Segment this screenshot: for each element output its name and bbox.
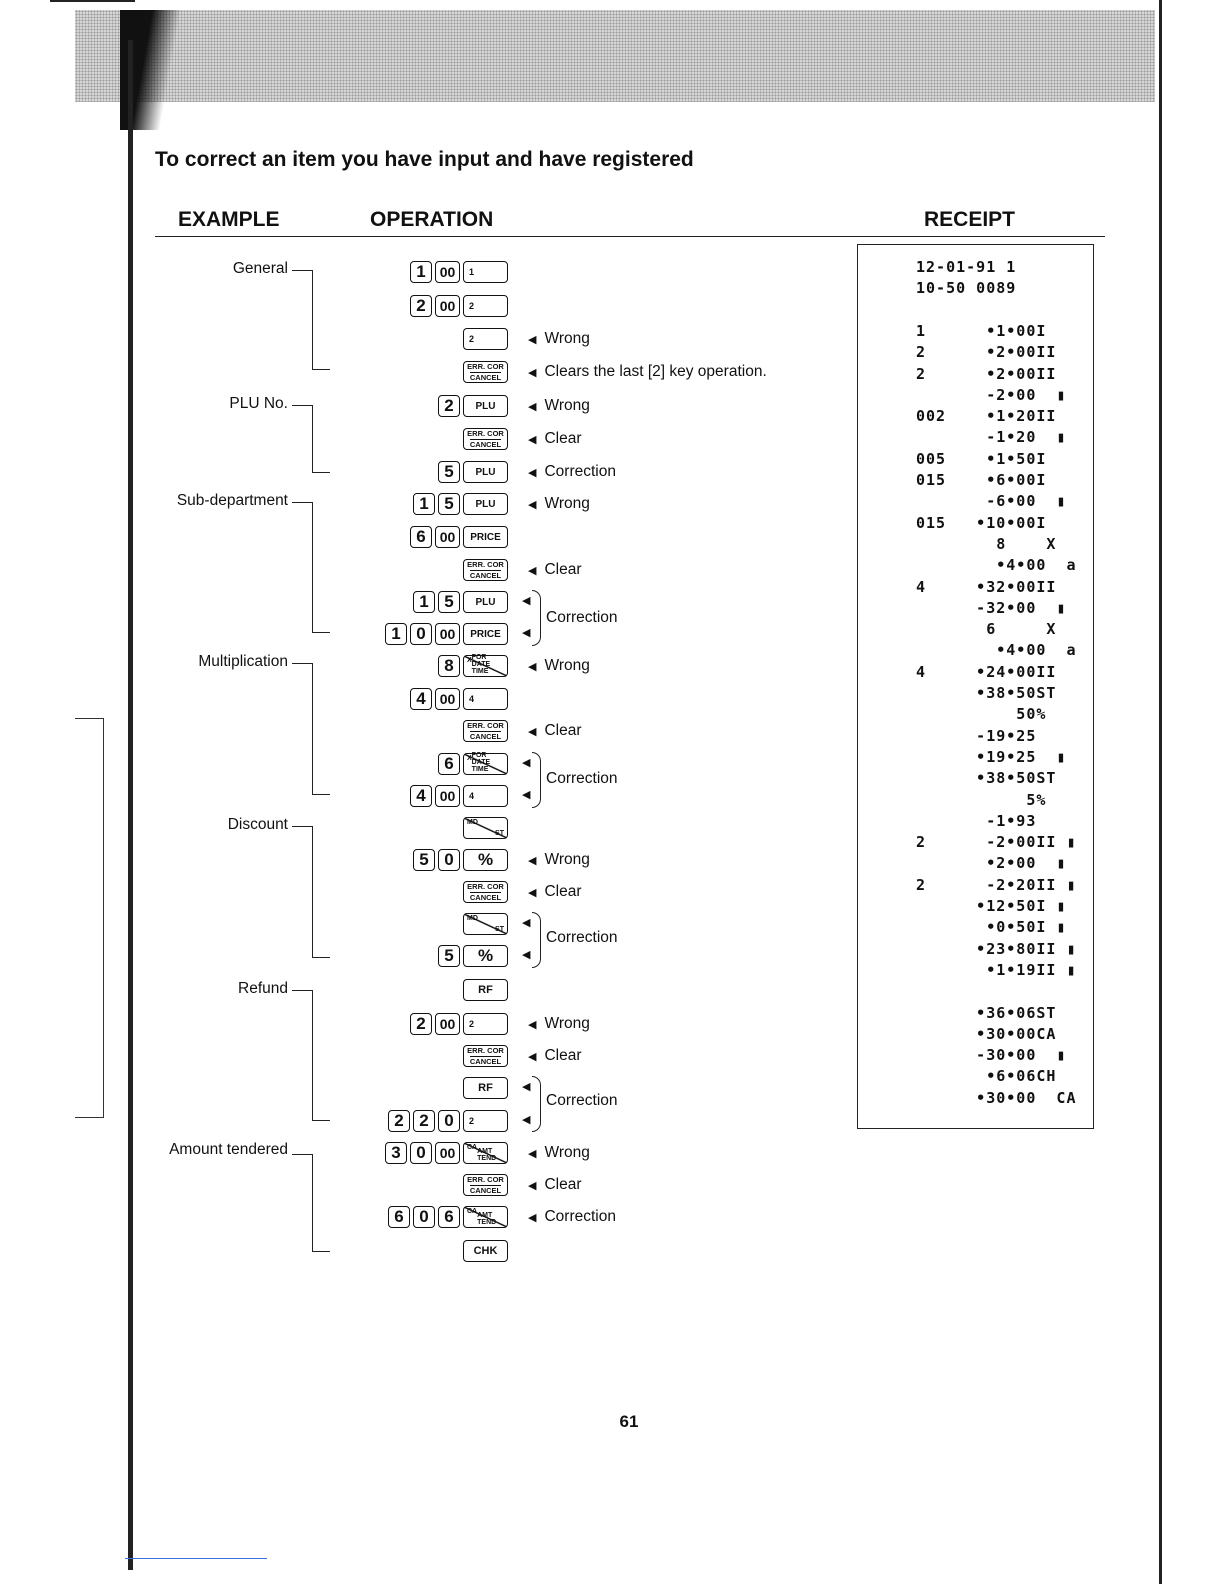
op-row (340, 942, 508, 970)
key-1[interactable]: 1 (385, 623, 407, 645)
key-err-cor-cancel[interactable]: ERR. COR CANCEL (463, 1174, 508, 1196)
note-clear: ◀ Clear (528, 1047, 582, 1064)
op-row (340, 1139, 508, 1167)
receipt-line: 4 •32•00II (916, 577, 1057, 596)
arrow-icon: ◀ (528, 400, 537, 413)
receipt-line: 005 •1•50I (916, 449, 1047, 468)
arrow-icon: ◀ (522, 1081, 531, 1093)
receipt-line: •0•50I ▮ (916, 918, 1067, 937)
receipt-line: •12•50I ▮ (916, 897, 1067, 915)
op-row (340, 523, 508, 551)
key-md-st[interactable]: MD ST (463, 817, 508, 839)
receipt-line: -30•00 ▮ (916, 1046, 1067, 1065)
header-underline (155, 236, 1105, 237)
receipt-line: •38•50ST (916, 769, 1057, 788)
note-clear: ◀ Clear (528, 430, 582, 447)
key-err-cor-cancel[interactable]: ERR. COR CANCEL (463, 559, 508, 581)
key-00[interactable]: 00 (435, 526, 460, 548)
example-plu: PLU No. (229, 395, 288, 412)
op-row (340, 717, 508, 745)
arrow-icon: ◀ (528, 1211, 537, 1224)
op-row (340, 556, 508, 584)
note-correction: Correction (546, 609, 618, 626)
receipt-line: -32•00 ▮ (916, 598, 1067, 617)
key-percent[interactable]: % (463, 945, 508, 967)
receipt-line: 2 •2•00II (916, 343, 1057, 362)
receipt-line: -2•00 ▮ (916, 385, 1067, 404)
key-plu[interactable]: PLU (463, 591, 508, 613)
key-percent[interactable]: % (463, 849, 508, 871)
receipt-line: -1•93 (916, 811, 1037, 830)
receipt-line: •1•19II ▮ (916, 960, 1077, 979)
arrow-icon: ◀ (528, 1179, 537, 1192)
op-row (340, 814, 508, 842)
op-row (340, 258, 508, 286)
op-row (340, 750, 508, 778)
key-err-cor-cancel[interactable]: ERR. COR CANCEL (463, 361, 508, 383)
right-margin-rule (1159, 0, 1162, 1584)
op-row (340, 1203, 508, 1231)
example-amount-tendered: Amount tendered (169, 1141, 288, 1158)
key-00[interactable]: 00 (435, 1142, 460, 1164)
op-row (340, 652, 508, 680)
arrow-icon: ◀ (528, 433, 537, 446)
arrow-icon: ◀ (522, 789, 531, 801)
key-1[interactable]: 1 (413, 591, 435, 613)
key-6[interactable]: 6 (438, 1206, 460, 1228)
receipt-line: 015 •6•00I (916, 471, 1047, 489)
example-refund: Refund (238, 980, 288, 997)
note-clear: ◀ Clear (528, 883, 582, 900)
op-row (340, 458, 508, 486)
note-correction: Correction (546, 770, 618, 787)
key-00[interactable]: 00 (435, 688, 460, 710)
note-clears-last: ◀ Clears the last [2] key operation. (528, 363, 767, 380)
key-00[interactable]: 00 (435, 261, 460, 283)
receipt-line: 2 -2•00II ▮ (916, 833, 1077, 852)
note-correction: Correction (546, 1092, 618, 1109)
note-correction: ◀ Correction (528, 463, 616, 480)
key-6[interactable]: 6 (438, 753, 460, 775)
key-1[interactable]: 1 (410, 261, 432, 283)
key-0[interactable]: 0 (410, 623, 432, 645)
bracket-discount (292, 826, 313, 827)
note-correction: Correction (546, 929, 618, 946)
bracket-plu (292, 405, 313, 406)
receipt-line: •2•00 ▮ (916, 854, 1067, 873)
correction-brace (532, 752, 541, 808)
receipt-line: •30•00 CA (916, 1088, 1077, 1107)
op-row (340, 1237, 508, 1265)
receipt-line: •6•06CH (916, 1067, 1057, 1086)
receipt-line: 002 •1•20II (916, 407, 1057, 426)
receipt-line: •30•00CA (916, 1024, 1057, 1043)
example-discount: Discount (227, 816, 288, 833)
receipt-line: -19•25 (916, 726, 1037, 745)
note-wrong: ◀ Wrong (528, 1144, 590, 1161)
receipt-line: 6 X (916, 620, 1057, 639)
op-row (340, 878, 508, 906)
receipt-line: 8 X (916, 534, 1057, 553)
key-0[interactable]: 0 (410, 1142, 432, 1164)
receipt-line: •38•50ST (916, 684, 1057, 702)
key-5[interactable]: 5 (438, 945, 460, 967)
key-0[interactable]: 0 (438, 1110, 460, 1132)
op-row (340, 1010, 508, 1038)
key-dept-2[interactable]: 2 (463, 1013, 508, 1035)
key-00[interactable]: 00 (435, 623, 460, 645)
receipt-line: 015 •10•00I (916, 513, 1047, 532)
op-row (340, 976, 508, 1004)
op-row (340, 325, 508, 353)
key-dept-2[interactable]: 2 (463, 1110, 508, 1132)
bracket-amount-tendered (292, 1154, 313, 1155)
receipt-line: 4 •24•00II (916, 662, 1057, 681)
key-err-cor-cancel[interactable]: ERR. COR CANCEL (463, 881, 508, 903)
bracket-refund (292, 990, 313, 991)
note-wrong: ◀ Wrong (528, 657, 590, 674)
key-2[interactable]: 2 (410, 295, 432, 317)
note-wrong: ◀ Wrong (528, 495, 590, 512)
key-2[interactable]: 2 (413, 1110, 435, 1132)
key-dept-4[interactable]: 4 (463, 785, 508, 807)
receipt-line: -1•20 ▮ (916, 428, 1067, 447)
key-4[interactable]: 4 (410, 785, 432, 807)
receipt-line: 5% (916, 790, 1047, 809)
note-clear: ◀ Clear (528, 561, 582, 578)
key-4[interactable]: 4 (410, 688, 432, 710)
note-wrong: ◀ Wrong (528, 397, 590, 414)
arrow-icon: ◀ (528, 1147, 537, 1160)
receipt-line: 1 •1•00I (916, 321, 1047, 340)
correction-brace (532, 912, 541, 968)
key-multiply-for[interactable]: X FOR DATE TIME (463, 753, 508, 775)
note-wrong: ◀ Wrong (528, 1015, 590, 1032)
key-plu[interactable]: PLU (463, 461, 508, 483)
key-multiply-for[interactable]: X FOR DATE TIME (463, 655, 508, 677)
arrow-icon: ◀ (528, 466, 537, 479)
arrow-icon: ◀ (528, 1050, 537, 1063)
arrow-icon: ◀ (528, 886, 537, 899)
arrow-icon: ◀ (528, 660, 537, 673)
column-header-operation: OPERATION (370, 208, 494, 231)
correction-brace (532, 590, 541, 646)
note-clear: ◀ Clear (528, 722, 582, 739)
key-dept-2[interactable]: 2 (463, 328, 508, 350)
top-edge-line (50, 0, 135, 2)
op-row (340, 846, 508, 874)
op-row (340, 490, 508, 518)
key-2[interactable]: 2 (438, 395, 460, 417)
key-rf[interactable]: RF (463, 1077, 508, 1099)
key-err-cor-cancel[interactable]: ERR. COR CANCEL (463, 720, 508, 742)
key-0[interactable]: 0 (413, 1206, 435, 1228)
key-00[interactable]: 00 (435, 295, 460, 317)
arrow-icon: ◀ (522, 1114, 531, 1126)
arrow-icon: ◀ (528, 854, 537, 867)
header-banner (75, 10, 1155, 102)
receipt-line: •36•06ST (916, 1003, 1057, 1022)
arrow-icon: ◀ (528, 725, 537, 738)
receipt-line: •4•00 a (916, 641, 1077, 660)
arrow-icon: ◀ (522, 917, 531, 929)
arrow-icon: ◀ (528, 564, 537, 577)
key-6[interactable]: 6 (410, 526, 432, 548)
op-row (340, 392, 508, 420)
key-err-cor-cancel[interactable]: ERR. COR CANCEL (463, 428, 508, 450)
op-row (340, 685, 508, 713)
key-md-st[interactable]: MD ST (463, 913, 508, 935)
key-ca-amt-tend[interactable]: CA AMT TEND (463, 1142, 508, 1164)
arrow-icon: ◀ (528, 498, 537, 511)
op-row (340, 910, 508, 938)
key-plu[interactable]: PLU (463, 395, 508, 417)
arrow-icon: ◀ (528, 366, 537, 379)
arrow-icon: ◀ (522, 949, 531, 961)
key-5[interactable]: 5 (438, 461, 460, 483)
receipt-line: 12-01-91 1 (916, 258, 1017, 276)
bottom-edge-line (125, 1558, 267, 1559)
receipt-line: 10-50 0089 (916, 279, 1017, 298)
example-general: General (232, 260, 288, 277)
op-row (340, 588, 508, 616)
op-row (340, 1171, 508, 1199)
op-row (340, 358, 508, 386)
key-2[interactable]: 2 (410, 1013, 432, 1035)
op-row (340, 1042, 508, 1070)
page-title: To correct an item you have input and have registered (155, 148, 694, 171)
key-chk[interactable]: CHK (463, 1240, 508, 1262)
key-err-cor-cancel[interactable]: ERR. COR CANCEL (463, 1045, 508, 1067)
arrow-icon: ◀ (522, 627, 531, 639)
example-subdepartment: Sub-department (176, 492, 288, 509)
receipt-line: •4•00 a (916, 556, 1077, 575)
key-dept-2[interactable]: 2 (463, 295, 508, 317)
key-0[interactable]: 0 (438, 849, 460, 871)
note-clear: ◀ Clear (528, 1176, 582, 1193)
op-row (340, 620, 508, 648)
section-side-bracket (75, 718, 104, 1118)
op-row (340, 1074, 508, 1102)
column-header-example: EXAMPLE (178, 208, 280, 231)
bracket-general (292, 270, 313, 271)
key-1[interactable]: 1 (413, 493, 435, 515)
note-wrong: ◀ Wrong (528, 851, 590, 868)
column-header-receipt: RECEIPT (924, 208, 1016, 231)
key-5[interactable]: 5 (438, 493, 460, 515)
correction-brace (532, 1076, 541, 1132)
bracket-subdepartment (292, 502, 313, 503)
key-00[interactable]: 00 (435, 785, 460, 807)
arrow-icon: ◀ (522, 757, 531, 769)
receipt-line: -6•00 ▮ (916, 492, 1067, 511)
key-price[interactable]: PRICE (463, 623, 508, 645)
key-price[interactable]: PRICE (463, 526, 508, 548)
op-row (340, 425, 508, 453)
key-00[interactable]: 00 (435, 1013, 460, 1035)
key-8[interactable]: 8 (438, 655, 460, 677)
op-row (340, 782, 508, 810)
key-5[interactable]: 5 (438, 591, 460, 613)
key-6[interactable]: 6 (388, 1206, 410, 1228)
receipt-line: •23•80II ▮ (916, 939, 1077, 958)
op-row (340, 1107, 508, 1135)
arrow-icon: ◀ (528, 1018, 537, 1031)
page-number: 61 (619, 1412, 639, 1431)
key-3[interactable]: 3 (385, 1142, 407, 1164)
key-plu[interactable]: PLU (463, 493, 508, 515)
key-2[interactable]: 2 (388, 1110, 410, 1132)
arrow-icon: ◀ (528, 333, 537, 346)
key-ca-amt-tend[interactable]: CA AMT TEND (463, 1206, 508, 1228)
receipt-line: 50% (916, 705, 1047, 724)
key-5[interactable]: 5 (413, 849, 435, 871)
key-dept-1[interactable]: 1 (463, 261, 508, 283)
receipt-line: •19•25 ▮ (916, 747, 1067, 766)
note-correction: ◀ Correction (528, 1208, 616, 1225)
key-rf[interactable]: RF (463, 979, 508, 1001)
example-multiplication: Multiplication (198, 653, 288, 670)
receipt-line: 2 -2•20II ▮ (916, 875, 1077, 894)
bracket-multiplication (292, 663, 313, 664)
arrow-icon: ◀ (522, 595, 531, 607)
note-wrong: ◀ Wrong (528, 330, 590, 347)
key-dept-4[interactable]: 4 (463, 688, 508, 710)
receipt-line: 2 •2•00II (916, 364, 1057, 383)
op-row (340, 292, 508, 320)
